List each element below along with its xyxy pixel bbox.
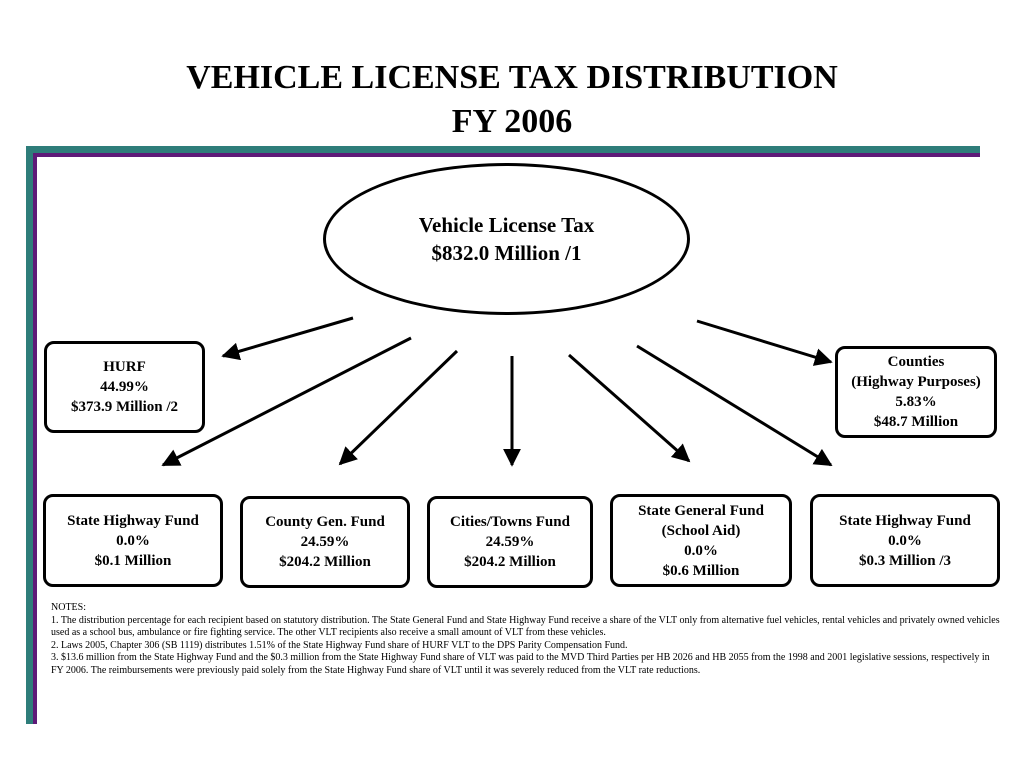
page-title: VEHICLE LICENSE TAX DISTRIBUTION [186, 59, 838, 96]
recipient-box-cities-towns-fund [427, 496, 593, 588]
source-title: Vehicle License Tax [418, 213, 595, 237]
recipient-name: Cities/Towns Fund [450, 514, 570, 530]
recipient-box-state-highway-fund-1 [43, 494, 223, 587]
recipient-percent: 24.59% [485, 534, 535, 550]
note-1: 1. The distribution percentage for each recipient based on statutory distribution. The State General Fund and State Highway Fund receive a share of the VLT only from alternative fuel vehicles, rental vehicles and privately owned vehicles used as a school bus, ambulance or fire fighting service. The other VLT recipients also receive a small amount of VLT from these vehicles. [51, 614, 1000, 639]
recipient-amount: $0.6 Million [662, 562, 740, 579]
recipient-box-counties [835, 346, 997, 438]
note-3: 3. $13.6 million from the State Highway Fund and the $0.3 million from the State Highway Fund share of VLT was paid to the MVD Third Parties per HB 2026 and HB 2055 from the 1998 and 2001 legislative sessions, respectively in FY 2006. The reimbursements were previously paid solely from the State Highway Fund share of VLT until it was severely reduced from the VLT rate reductions. [51, 652, 990, 676]
recipient-box-hurf [44, 341, 205, 433]
recipient-name: Counties [887, 354, 945, 370]
recipient-name: State General Fund [638, 502, 764, 519]
recipient-percent: 5.83% [895, 394, 937, 410]
recipient-amount: $48.7 Million [873, 414, 959, 430]
recipient-amount: $204.2 Million [279, 554, 371, 570]
recipient-percent: 44.99% [100, 379, 149, 395]
recipient-amount: $373.9 Million /2 [70, 399, 179, 415]
arrow-to-state-general-fund [569, 355, 689, 461]
recipient-percent: 24.59% [300, 534, 350, 550]
recipient-amount: $0.1 Million [94, 552, 172, 569]
recipient-percent: 0.0% [888, 532, 922, 549]
recipient-name: HURF [103, 359, 146, 375]
recipient-purpose: (School Aid) [661, 522, 741, 539]
recipient-name: State Highway Fund [67, 512, 199, 529]
recipient-purpose: (Highway Purposes) [851, 374, 981, 390]
recipient-box-state-general-fund [610, 494, 792, 587]
recipient-box-state-highway-fund-2 [810, 494, 1000, 587]
recipient-percent: 0.0% [684, 542, 718, 559]
recipient-amount: $204.2 Million [464, 554, 556, 570]
arrow-to-hurf [223, 318, 353, 356]
source-amount: $832.0 Million /1 [431, 241, 582, 265]
arrow-to-county-gen-fund [340, 351, 457, 464]
note-2: 2. Laws 2005, Chapter 306 (SB 1119) distributes 1.51% of the State Highway Fund share of HURF VLT to the DPS Parity Compensation Fund. [51, 639, 628, 651]
arrow-to-counties [697, 321, 831, 362]
notes-section [51, 602, 1001, 678]
recipient-percent: 0.0% [116, 532, 150, 549]
recipient-amount: $0.3 Million /3 [858, 552, 952, 569]
recipient-box-county-gen-fund [240, 496, 410, 588]
arrow-to-state-highway-fund-2 [637, 346, 831, 465]
page-subtitle: FY 2006 [451, 103, 573, 140]
recipient-name: State Highway Fund [839, 512, 971, 529]
notes-heading: NOTES: [51, 602, 86, 613]
vehicle-license-tax-source [323, 163, 690, 315]
recipient-name: County Gen. Fund [265, 514, 385, 530]
